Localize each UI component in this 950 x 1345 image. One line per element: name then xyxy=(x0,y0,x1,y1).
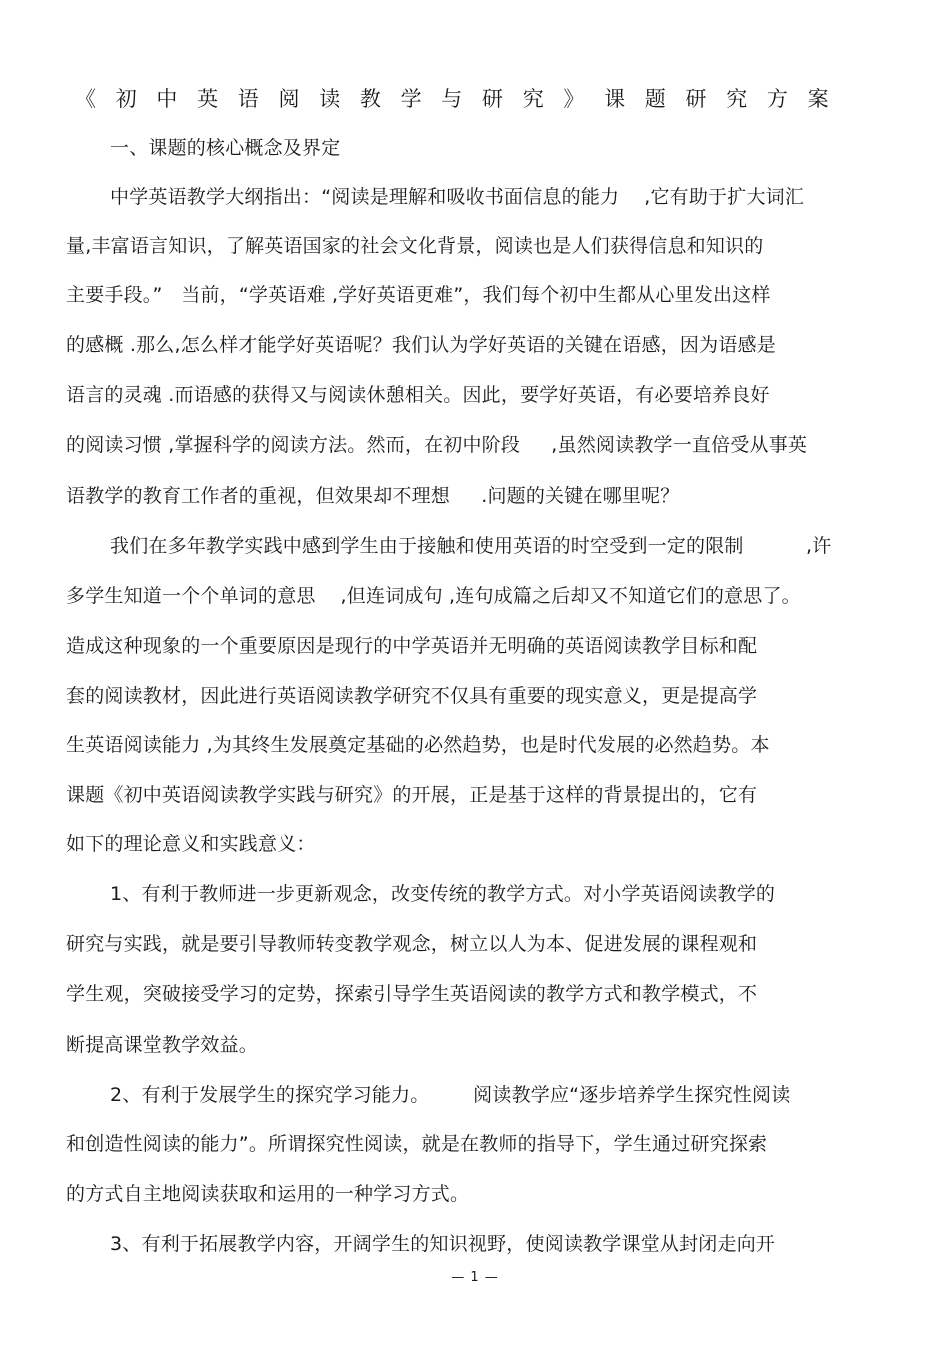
paragraph-line: 生英语阅读能力 ,为其终生发展奠定基础的必然趋势，也是时代发展的必然趋势。本 xyxy=(66,734,770,756)
paragraph-line: 多学生知道一个个单词的意思 ,但连词成句 ,连句成篇之后却又不知道它们的意思了。 xyxy=(66,585,801,607)
paragraph-line: 2、有利于发展学生的探究学习能力。 阅读教学应“逐步培养学生探究性阅读 xyxy=(110,1084,791,1106)
page-number: — 1 — xyxy=(451,1270,499,1285)
paragraph-line: 1、有利于教师进一步更新观念，改变传统的教学方式。对小学英语阅读教学的 xyxy=(110,883,776,905)
paragraph-line: 我们在多年教学实践中感到学生由于接触和使用英语的时空受到一定的限制 ,许 xyxy=(110,535,832,557)
paragraph-line: 断提高课堂教学效益。 xyxy=(66,1034,259,1056)
paragraph-line: 的方式自主地阅读获取和运用的一种学习方式。 xyxy=(66,1183,470,1205)
paragraph-line: 的阅读习惯 ,掌握科学的阅读方法。然而，在初中阶段 ,虽然阅读教学一直倍受从事英 xyxy=(66,434,808,456)
paragraph-line: 中学英语教学大纲指出：“阅读是理解和吸收书面信息的能力 ,它有助于扩大词汇 xyxy=(110,186,805,208)
paragraph-line: 造成这种现象的一个重要原因是现行的中学英语并无明确的英语阅读教学目标和配 xyxy=(66,635,758,657)
paragraph-line: 主要手段。” 当前，“学英语难 ,学好英语更难”，我们每个初中生都从心里发出这样 xyxy=(66,284,771,306)
paragraph-line: 研究与实践，就是要引导教师转变教学观念，树立以人为本、促进发展的课程观和 xyxy=(66,933,758,955)
paragraph-line: 套的阅读教材，因此进行英语阅读教学研究不仅具有重要的现实意义，更是提高学 xyxy=(66,685,758,707)
paragraph-line: 课题《初中英语阅读教学实践与研究》的开展，正是基于这样的背景提出的，它有 xyxy=(66,784,758,806)
paragraph-line: 量,丰富语言知识，了解英语国家的社会文化背景，阅读也是人们获得信息和知识的 xyxy=(66,235,764,257)
paragraph-line: 的感概 .那么,怎么样才能学好英语呢？我们认为学好英语的关键在语感，因为语感是 xyxy=(66,334,776,356)
paragraph-line: 和创造性阅读的能力”。所谓探究性阅读，就是在教师的指导下，学生通过研究探索 xyxy=(66,1133,768,1155)
section-heading: 一、课题的核心概念及界定 xyxy=(110,137,341,159)
paragraph-line: 语教学的教育工作者的重视，但效果却不理想 .问题的关键在哪里呢？ xyxy=(66,485,680,507)
paragraph-line: 语言的灵魂 .而语感的获得又与阅读休憩相关。因此，要学好英语，有必要培养良好 xyxy=(66,384,770,406)
paragraph-line: 如下的理论意义和实践意义： xyxy=(66,833,316,855)
document-title: 《初中英语阅读教学与研究》课题研究方案 xyxy=(75,87,849,111)
paragraph-line: 3、有利于拓展教学内容，开阔学生的知识视野，使阅读教学课堂从封闭走向开 xyxy=(110,1233,776,1255)
paragraph-line: 学生观，突破接受学习的定势，探索引导学生英语阅读的教学方式和教学模式，不 xyxy=(66,983,758,1005)
